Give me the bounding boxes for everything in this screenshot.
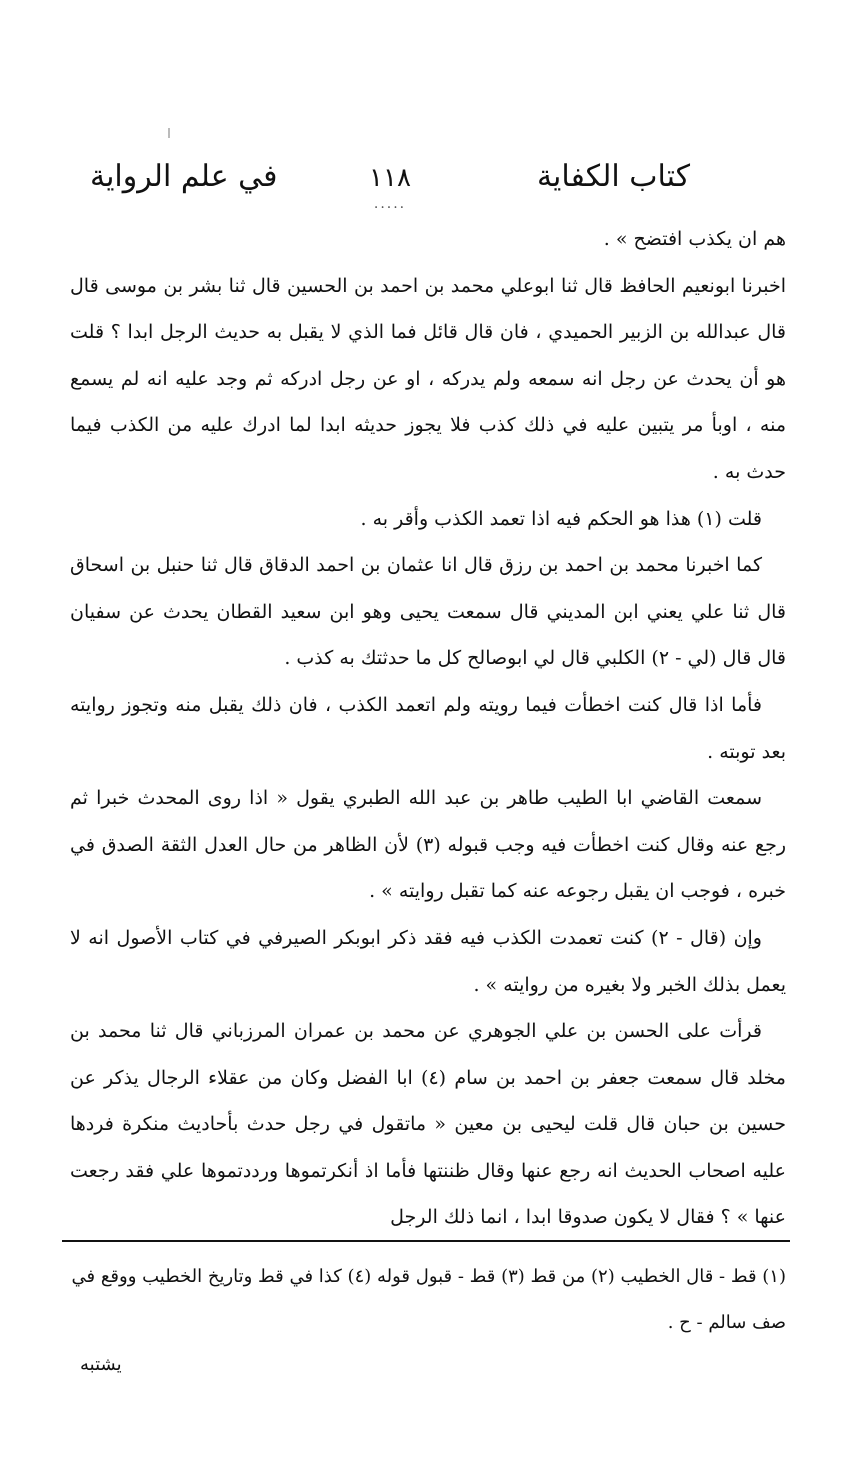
catchword: يشتبه [80, 1354, 122, 1375]
paragraph: هم ان يكذب افتضح » . [603, 228, 786, 250]
book-subject: في علم الرواية [90, 159, 278, 194]
page-header [90, 152, 690, 212]
page-number-underdots: ..... [373, 196, 407, 212]
book-title: كتاب الكفاية [536, 159, 690, 194]
paragraph: وإن (قال - ٢) كنت تعمدت الكذب فيه فقد ذكر ابوبكر الصيرفي في كتاب الأصول انه لا يعمل بذلك الخبر ولا بغيره من روايته » . [70, 926, 786, 996]
footnotes [70, 1254, 786, 1346]
paragraph: قلت (١) هذا هو الحكم فيه اذا تعمد الكذب وأقر به . [360, 507, 762, 530]
paragraph: كما اخبرنا محمد بن احمد بن رزق قال انا عثمان بن احمد الدقاق قال ثنا حنبل بن اسحاق قال ثنا علي يعني ابن المديني قال سمعت يحيى وهو ابن سعيد القطان يحدث عن سفيان قال قال (لي - ٢) الكلبي قال لي ابوصالح كل ما حدثتك به كذب . [70, 554, 786, 670]
footnote-divider [62, 1240, 790, 1242]
main-text [70, 216, 786, 1241]
paragraph: سمعت القاضي ابا الطيب طاهر بن عبد الله الطبري يقول « اذا روى المحدث خبرا ثم رجع عنه وقال كنت اخطأت فيه وجب قبوله (٣) لأن الظاهر من حال العدل الثقة الصدق في خبره ، فوجب ان يقبل رجوعه عنه كما تقبل روايته » . [70, 787, 787, 903]
page-number: ١١٨ [369, 163, 411, 193]
footnote: (١) قط - قال الخطيب (٢) من قط (٣) قط - قبول قوله (٤) كذا في قط وتاريخ الخطيب ووقع في صف سالم - ح . [71, 1266, 786, 1333]
scan-mark [168, 128, 170, 138]
paragraph: فأما اذا قال كنت اخطأت فيما رويته ولم اتعمد الكذب ، فان ذلك يقبل منه وتجوز روايته بعد توبته . [70, 693, 786, 763]
paragraph: قرأت على الحسن بن علي الجوهري عن محمد بن عمران المرزباني قال ثنا محمد بن مخلد قال سمعت جعفر بن احمد بن سام (٤) ابا الفضل وكان من عقلاء الرجال يذكر عن حسين بن حبان قال قلت ليحيى بن معين « ماتقول في رجل حدث بأحاديث منكرة فردها عليه اصحاب الحديث انه رجع عنها وقال ظننتها فأما اذ أنكرتموها ورددتموها علي فقد رجعت عنها » ؟ فقال لا يكون صدوقا ابدا ، انما ذلك الرجل [70, 1020, 786, 1229]
paragraph: اخبرنا ابونعيم الحافظ قال ثنا ابوعلي محمد بن احمد بن الحسين قال ثنا بشر بن موسى قال قال عبدالله بن الزبير الحميدي ، فان قال قائل فما الذي لا يقبل به حديث الرجل ابدا ؟ قلت هو أن يحدث عن رجل انه سمعه ولم يدركه ، او عن رجل ادركه ثم وجد عليه انه لم يسمع منه ، اوبأ مر يتبين عليه في ذلك كذب فلا يجوز حديثه ابدا لما ادرك عليه من الكذب فيما حدث به . [70, 274, 786, 483]
